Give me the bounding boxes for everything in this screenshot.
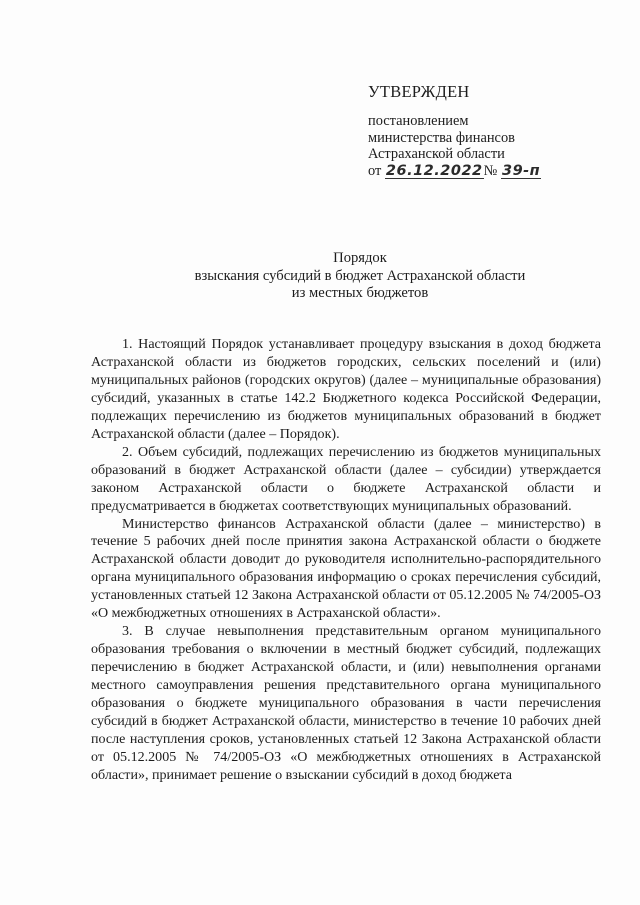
approval-date-line	[368, 163, 598, 179]
approval-stamp	[368, 84, 598, 179]
paragraph-4: 3. В случае невыполнения представительным органом муниципального образования требования о включении в местный бюджет субсидий, подлежащих перечислению в бюджет Астраханской области, и (или) невыполнения органами местного самоуправления решения представительного органа муниципального образования о бюджете муниципального образования в части перечисления субсидий в бюджет Астраханской области, министерство в течение 10 рабочих дней после наступления сроков, установленных статьей 12 Закона Астраханской области от 05.12.2005 № 74/2005-ОЗ «О межбюджетных отношениях в Астраханской области», принимает решение о взыскании субсидий в доход бюджета	[91, 623, 601, 783]
title-line-1: Порядок	[333, 250, 387, 266]
paragraph-3: Министерство финансов Астраханской области (далее – министерство) в течение 5 рабочих дней после принятия закона Астраханской области о бюджете Астраханской области доводит до руководителя исполнительно-распорядительного органа муниципального образования информацию о сроках перечисления субсидий, установленных статьей 12 Закона Астраханской области от 05.12.2005 № 74/2005-ОЗ «О межбюджетных отношениях в Астраханской области».	[91, 515, 601, 622]
paragraph-1: 1. Настоящий Порядок устанавливает процедуру взыскания в доход бюджета Астраханской области из бюджетов городских, сельских поселений и (или) муниципальных районов (городских округов) (далее – муниципальные образования) субсидий, указанных в статье 142.2 Бюджетного кодекса Российской Федерации, подлежащих перечислению из бюджетов муниципальных образований в бюджет Астраханской области (далее – Порядок).	[91, 336, 601, 442]
approval-line-2: министерства финансов	[368, 129, 515, 146]
handwritten-number: 39-п	[501, 162, 541, 179]
document-body	[91, 336, 601, 785]
number-sign: №	[483, 162, 498, 179]
approval-line-1: постановлением	[368, 113, 469, 130]
document-title	[150, 250, 570, 303]
date-prefix: от	[368, 162, 382, 179]
title-line-3: из местных бюджетов	[291, 285, 429, 302]
handwritten-date: 26.12.2022	[385, 162, 483, 179]
approval-title: УТВЕРЖДЕН	[368, 82, 470, 101]
paragraph-2: 2. Объем субсидий, подлежащих перечислению из бюджетов муниципальных образований в бюджет Астраханской области (далее – субсидии) утверждается законом Астраханской области о бюджете Астраханской области и предусматривается в бюджетах соответствующих муниципальных образований.	[91, 443, 601, 514]
approval-line-3: Астраханской области	[368, 146, 505, 163]
title-line-2: взыскания субсидий в бюджет Астраханской области	[194, 267, 526, 284]
